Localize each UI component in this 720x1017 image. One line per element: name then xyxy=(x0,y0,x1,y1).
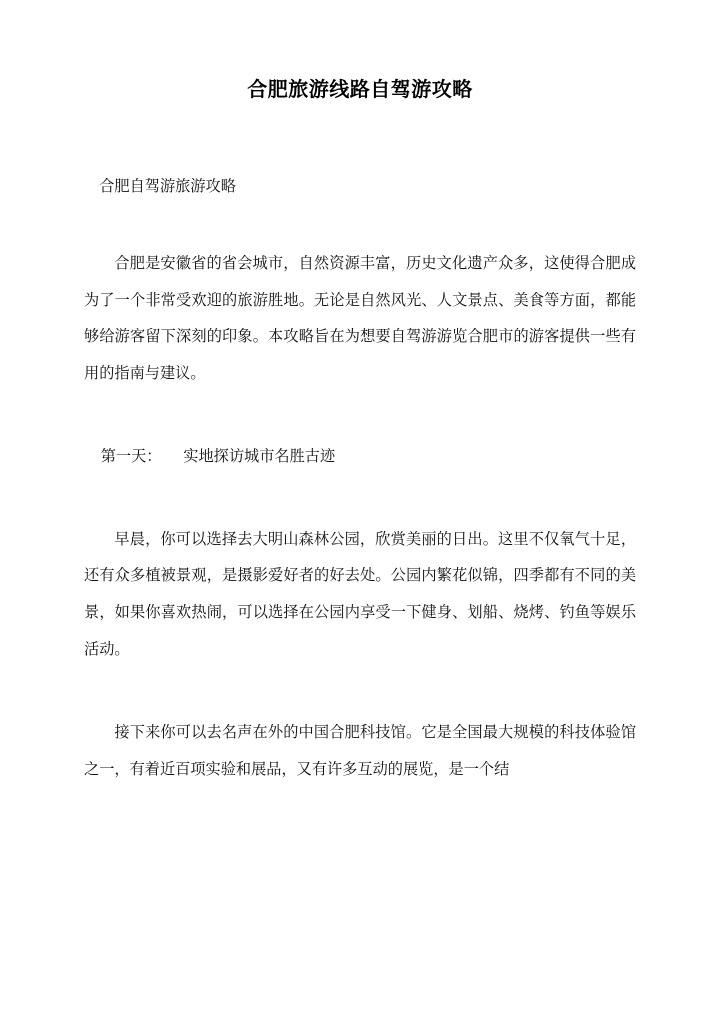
day-one-heading xyxy=(84,438,636,475)
document-subtitle: 合肥自驾游旅游攻略 xyxy=(99,177,236,195)
title-spacer xyxy=(84,104,636,168)
paragraph-morning: 早晨，你可以选择去大明山森林公园，欣赏美丽的日出。这里不仅氧气十足，还有众多植被景观，是摄影爱好者的好去处。公园内繁花似锦，四季都有不同的美景，如果你喜欢热闹，可以选择在公园内享受一下健身、划船、烧烤、钓鱼等娱乐活动。 xyxy=(84,529,636,659)
page-title: 合肥旅游线路自驾游攻略 xyxy=(247,77,473,101)
paragraph-next: 接下来你可以去名声在外的中国合肥科技馆。它是全国最大规模的科技体验馆之一，有着近百项实验和展品，又有许多互动的展览，是一个结 xyxy=(84,722,636,778)
morning-spacer xyxy=(84,668,636,714)
day-one-label: 第一天： xyxy=(100,446,162,465)
intro-spacer xyxy=(84,392,636,438)
day-one-spacer xyxy=(84,475,636,521)
intro-paragraph: 合肥是安徽省的省会城市，自然资源丰富，历史文化遗产众多，这使得合肥成为了一个非常受欢迎的旅游胜地。无论是自然风光、人文景点、美食等方面，都能够给游客留下深刻的印象。本攻略旨在为想要自驾游游览合肥市的游客提供一些有用的指南与建议。 xyxy=(84,253,636,383)
subtitle-spacer xyxy=(84,205,636,245)
day-one-title: 实地探访城市名胜古迹 xyxy=(183,446,336,465)
